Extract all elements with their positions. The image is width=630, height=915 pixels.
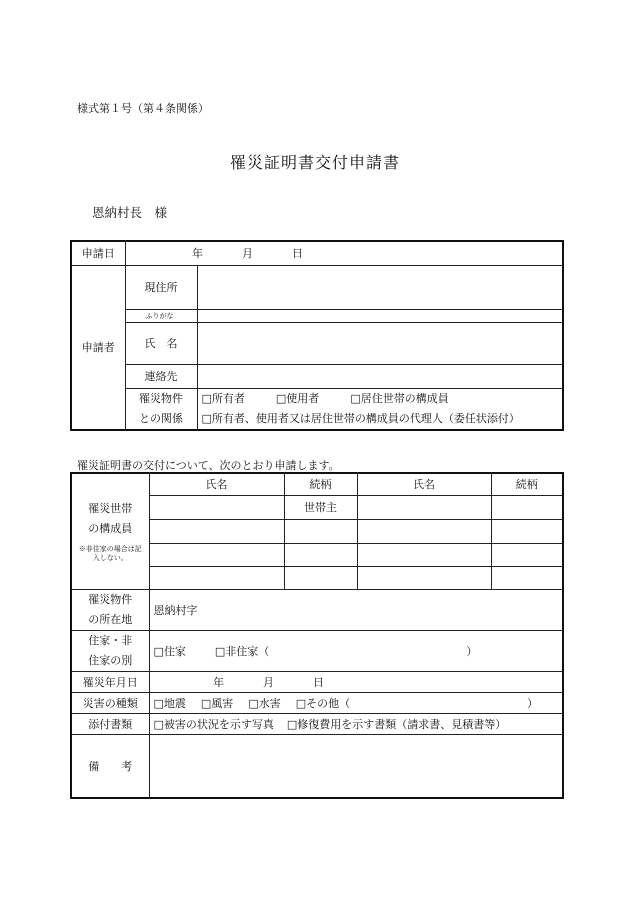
member-relation-cell[interactable] xyxy=(491,543,563,566)
disaster-month: 月 xyxy=(263,675,274,689)
disaster-date-label: 罹災年月日 xyxy=(71,671,149,692)
date-month: 月 xyxy=(242,247,253,261)
relation-label xyxy=(125,388,197,430)
col-name: 氏名 xyxy=(149,473,284,495)
members-label-line1: 罹災世帯 xyxy=(88,502,133,516)
date-day: 日 xyxy=(292,247,303,261)
member-name-cell[interactable] xyxy=(149,519,284,543)
member-name-cell[interactable] xyxy=(357,543,491,566)
location-field[interactable] xyxy=(149,589,563,630)
member-relation-cell[interactable] xyxy=(491,566,563,589)
contact-field[interactable] xyxy=(197,364,563,388)
attachments-label: 添付書類 xyxy=(71,713,149,734)
house-type-label-line1: 住家・非 xyxy=(88,633,133,647)
member-name-cell[interactable] xyxy=(149,543,284,566)
member-name-cell[interactable] xyxy=(149,495,284,519)
page-title: 罹災証明書交付申請書 xyxy=(229,153,400,172)
address-label: 現住所 xyxy=(125,265,197,309)
form-number: 様式第１号（第４条関係） xyxy=(77,102,209,115)
lead-text: 罹災証明書の交付について、次のとおり申請します。 xyxy=(77,459,340,472)
col-relation-2: 続柄 xyxy=(491,473,563,495)
head-of-household: 世帯主 xyxy=(284,495,357,519)
furigana-label-cell xyxy=(125,309,197,322)
house-close-paren: ） xyxy=(466,644,478,658)
name-label: 氏 名 xyxy=(125,322,197,364)
house-type-label xyxy=(71,630,149,671)
relation-user-checkbox[interactable]: □使用者 xyxy=(275,391,320,405)
furigana-label: ふりがな xyxy=(145,311,174,320)
relation-label-line1: 罹災物件 xyxy=(139,391,183,405)
disaster-wind-checkbox[interactable]: □風害 xyxy=(200,696,234,710)
location-label-line1: 罹災物件 xyxy=(88,592,133,606)
date-label: 申請日 xyxy=(71,241,125,265)
location-value: 恩納村字 xyxy=(153,603,198,617)
disaster-quake-checkbox[interactable]: □地震 xyxy=(153,696,186,710)
members-label xyxy=(71,473,149,589)
address-field[interactable] xyxy=(197,265,563,309)
member-name-cell[interactable] xyxy=(357,519,491,543)
relation-agent-checkbox[interactable]: □所有者、使用者又は居住世帯の構成員の代理人（委任状添付） xyxy=(201,411,520,425)
member-name-cell[interactable] xyxy=(149,566,284,589)
member-relation-cell[interactable] xyxy=(491,519,563,543)
relation-options xyxy=(197,388,563,430)
disaster-day: 日 xyxy=(313,675,324,689)
members-note: ※非住家の場合は記入しない。 xyxy=(78,545,142,563)
house-residential-checkbox[interactable]: □住家 xyxy=(153,644,186,658)
remarks-field[interactable] xyxy=(149,734,563,798)
date-year: 年 xyxy=(192,247,203,261)
relation-member-checkbox[interactable]: □居住世帯の構成員 xyxy=(350,391,449,405)
member-relation-cell[interactable] xyxy=(284,519,357,543)
col-relation: 続柄 xyxy=(284,473,357,495)
attach-photos-checkbox[interactable]: □被害の状況を示す写真 xyxy=(153,717,274,731)
name-field[interactable] xyxy=(197,322,563,364)
addressee: 恩納村長 様 xyxy=(92,205,168,220)
relation-owner-checkbox[interactable]: □所有者 xyxy=(201,391,245,405)
location-label xyxy=(71,589,149,630)
member-name-cell[interactable] xyxy=(357,566,491,589)
col-name-2: 氏名 xyxy=(357,473,491,495)
remarks-label: 備 考 xyxy=(71,734,149,798)
detail-table xyxy=(70,472,564,799)
members-label-line2: の構成員 xyxy=(88,522,133,536)
member-relation-cell[interactable] xyxy=(491,495,563,519)
furigana-field[interactable] xyxy=(197,309,563,322)
disaster-flood-checkbox[interactable]: □水害 xyxy=(248,696,281,710)
attach-docs-checkbox[interactable]: □修復費用を示す書類（請求書、見積書等） xyxy=(286,717,507,731)
disaster-year: 年 xyxy=(213,675,224,689)
member-name-cell[interactable] xyxy=(357,495,491,519)
disaster-date-field[interactable] xyxy=(149,671,563,692)
disaster-type-options xyxy=(149,692,563,713)
disaster-type-label: 災害の種類 xyxy=(71,692,149,713)
applicant-table xyxy=(70,240,564,431)
member-relation-cell[interactable] xyxy=(284,566,357,589)
member-relation-cell[interactable] xyxy=(284,543,357,566)
attachments-options xyxy=(149,713,563,734)
location-label-line2: の所在地 xyxy=(88,612,133,626)
relation-label-line2: との関係 xyxy=(139,411,183,425)
house-type-options xyxy=(149,630,563,671)
house-nonresidential-checkbox[interactable]: □非住家（ xyxy=(214,644,270,658)
disaster-close-paren: ） xyxy=(527,696,539,710)
disaster-other-checkbox[interactable]: □その他（ xyxy=(295,696,351,710)
house-type-label-line2: 住家の別 xyxy=(88,653,133,667)
date-field[interactable] xyxy=(125,241,563,265)
contact-label: 連絡先 xyxy=(125,364,197,388)
applicant-label: 申請者 xyxy=(71,265,125,430)
